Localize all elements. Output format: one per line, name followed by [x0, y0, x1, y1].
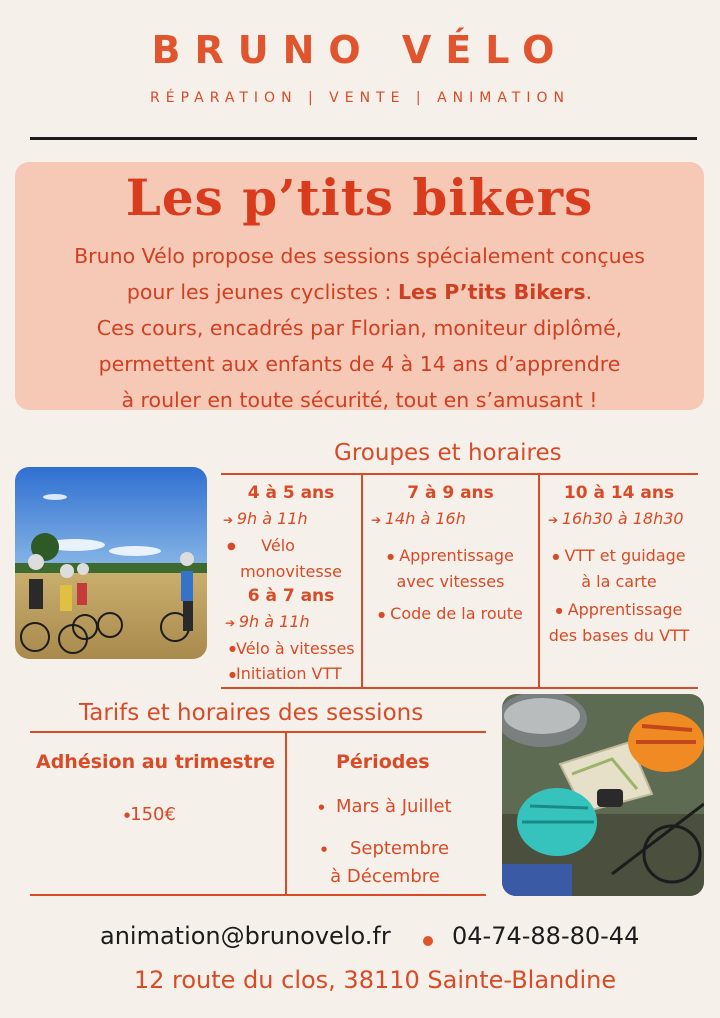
- separator-dot: [423, 936, 433, 946]
- groups-title: Groupes et horaires: [334, 440, 562, 466]
- tarifs-header-periods: Périodes: [336, 751, 430, 773]
- bullet-icon: ●: [387, 552, 395, 561]
- arrow-icon: ➔: [548, 513, 562, 527]
- group-col-7-9: [363, 481, 538, 627]
- item-text: Vélo: [261, 536, 295, 555]
- period-item: [295, 793, 475, 821]
- age-group: 4 à 5 ans: [247, 483, 335, 503]
- list-item: [540, 597, 698, 623]
- time-text: 9h à 11h: [238, 612, 310, 631]
- intro-text: [25, 238, 694, 418]
- schedule-table: [221, 473, 698, 689]
- period-item: [295, 835, 475, 863]
- list-item: [363, 601, 538, 627]
- bullet-icon: ●: [552, 552, 560, 561]
- intro-title: Les p’tits bikers: [125, 168, 594, 227]
- table-border-top: [221, 473, 698, 475]
- price-text: 150€: [130, 804, 176, 825]
- intro-line-part: pour les jeunes cyclistes :: [126, 280, 398, 304]
- brand-tagline: RÉPARATION | VENTE | ANIMATION: [150, 90, 570, 106]
- intro-line-part: .: [585, 280, 593, 304]
- item-text: Vélo à vitesses: [235, 639, 355, 658]
- program-name: Les P’tits Bikers: [397, 280, 586, 304]
- bullet-icon: ●: [124, 811, 131, 819]
- kids-map-photo: [502, 694, 704, 896]
- arrow-icon: ➔: [371, 513, 385, 527]
- bullet-icon: ●: [229, 644, 236, 653]
- header-divider: [30, 137, 697, 140]
- tarifs-border-top: [30, 731, 486, 733]
- bullet-icon: ●: [320, 845, 328, 853]
- tarifs-divider: [285, 733, 287, 895]
- group-col-4-7: [221, 481, 361, 687]
- intro-line: permettent aux enfants de 4 à 14 ans d’apprendre: [98, 352, 621, 376]
- tarifs-header-membership: Adhésion au trimestre: [36, 751, 275, 773]
- list-item: [221, 533, 361, 559]
- list-item-cont: des bases du VTT: [548, 626, 690, 645]
- time-slot: [221, 609, 361, 636]
- age-group: 7 à 9 ans: [407, 483, 494, 503]
- item-text: Initiation VTT: [235, 664, 342, 683]
- kids-field-photo: [15, 467, 207, 659]
- age-group: 10 à 14 ans: [563, 483, 675, 503]
- item-text: VTT et guidage: [564, 546, 686, 565]
- period-text: Septembre: [349, 838, 450, 859]
- price: [110, 801, 190, 829]
- tarifs-title: Tarifs et horaires des sessions: [79, 700, 424, 726]
- bullet-icon: ●: [229, 670, 236, 679]
- time-text: 14h à 16h: [384, 509, 466, 528]
- age-group: 6 à 7 ans: [247, 586, 335, 606]
- time-text: 16h30 à 18h30: [561, 509, 684, 528]
- intro-line: Bruno Vélo propose des sessions spécialement conçues: [74, 244, 645, 268]
- time-slot: [363, 506, 538, 533]
- period-text-cont: à Décembre: [330, 866, 440, 887]
- item-text: Apprentissage: [399, 546, 514, 565]
- intro-box: [15, 162, 704, 410]
- group-col-10-14: [540, 481, 698, 648]
- intro-line: à rouler en toute sécurité, tout en s’amusant !: [121, 388, 598, 412]
- arrow-icon: ➔: [223, 513, 237, 527]
- list-item-cont: à la carte: [581, 572, 657, 591]
- contact-email[interactable]: animation@brunovelo.fr: [100, 922, 391, 950]
- tarifs-border-bottom: [30, 894, 486, 896]
- brand-title: BRUNO VÉLO: [151, 28, 569, 72]
- contact-phone[interactable]: 04-74-88-80-44: [452, 922, 640, 950]
- intro-line: Ces cours, encadrés par Florian, moniteur diplômé,: [96, 316, 623, 340]
- table-border-bottom: [221, 687, 698, 689]
- item-text: Apprentissage: [567, 600, 683, 619]
- intro-line: [25, 274, 694, 310]
- bullet-icon: ●: [227, 541, 236, 552]
- bullet-icon: ●: [318, 803, 325, 811]
- list-item-cont: monovitesse: [240, 562, 342, 581]
- item-text: Code de la route: [390, 604, 523, 623]
- time-slot: [221, 506, 361, 533]
- bullet-icon: ●: [555, 606, 563, 615]
- list-item: [221, 661, 361, 687]
- arrow-icon: ➔: [225, 616, 239, 630]
- list-item-cont: avec vitesses: [396, 572, 505, 591]
- time-slot: [540, 506, 698, 533]
- list-item: [221, 636, 361, 661]
- time-text: 9h à 11h: [236, 509, 308, 528]
- period-text: Mars à Juillet: [335, 796, 452, 817]
- list-item: [363, 543, 538, 569]
- contact-address: 12 route du clos, 38110 Sainte-Blandine: [133, 966, 617, 994]
- bullet-icon: ●: [378, 610, 386, 619]
- list-item: [540, 543, 698, 569]
